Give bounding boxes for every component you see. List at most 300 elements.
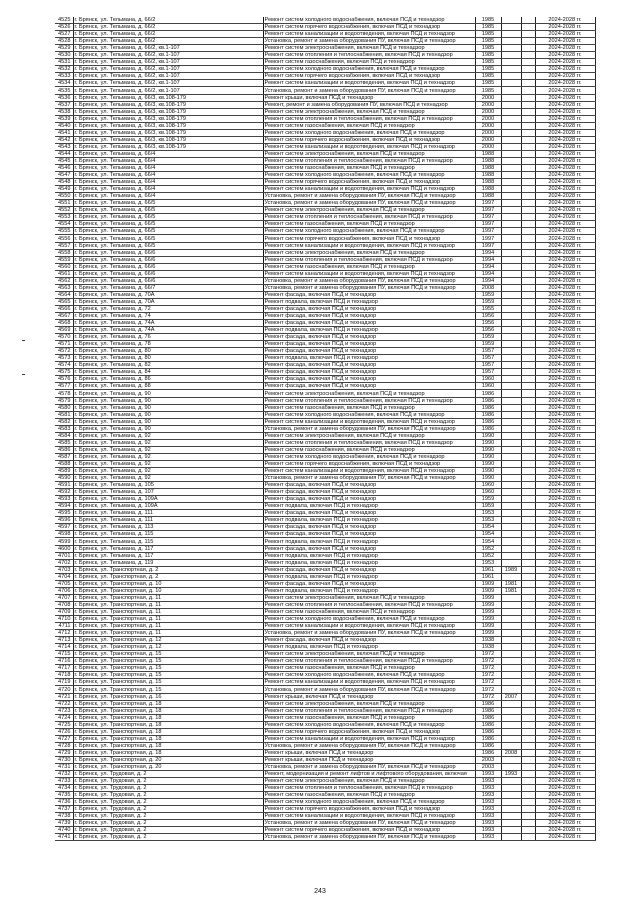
row-blank-cell [521,623,535,630]
row-period: 2024-2028 гг. [535,559,595,566]
row-last-repair-year [501,404,521,411]
row-last-repair-year [501,439,521,446]
row-period: 2024-2028 гг. [535,552,595,559]
row-number: 4728 [55,742,73,749]
row-period: 2024-2028 гг. [535,827,595,834]
row-number: 4559 [55,256,73,263]
row-blank-cell [521,87,535,94]
row-last-repair-year [501,658,521,665]
row-build-year: 1954 [475,531,501,538]
row-street: ул. Трудовая, д. 2 [100,792,147,799]
row-number: 4592 [55,489,73,496]
row-last-repair-year [501,129,521,136]
row-work-type: Ремонт систем канализации и водоотведения, включая ПСД и технадзор [263,679,475,686]
row-build-year: 2000 [475,122,501,129]
row-period: 2024-2028 гг. [535,721,595,728]
row-period: 2024-2028 гг. [535,256,595,263]
row-build-year: 1960 [475,489,501,496]
row-address [73,432,263,439]
row-address [73,785,263,792]
row-build-year: 1986 [475,390,501,397]
row-address [73,101,263,108]
row-work-type: Ремонт систем холодного водоснабжения, включая ПСД и технадзор [263,172,475,179]
row-last-repair-year [501,348,521,355]
row-period: 2024-2028 гг. [535,517,595,524]
row-build-year: 1988 [475,179,501,186]
row-street: ул. Тельмана, д. 80 [100,348,151,355]
row-build-year: 1952 [475,552,501,559]
row-address [73,827,263,834]
row-address [73,587,263,594]
row-build-year: 1957 [475,355,501,362]
row-street: ул. Тельмана, д. 66/2, кв.1-107 [100,45,180,52]
row-work-type: Ремонт фасада, включая ПСД и технадзор [263,383,475,390]
row-blank-cell [521,136,535,143]
row-number: 4552 [55,207,73,214]
row-work-type: Установка, ремонт и замена оборудования ПУ, включая ПСД и технадзор [263,475,475,482]
row-build-year: 1985 [475,31,501,38]
row-period: 2024-2028 гг. [535,291,595,298]
row-last-repair-year [501,651,521,658]
row-blank-cell [521,820,535,827]
row-last-repair-year [501,305,521,312]
row-city: г. Брянск, [74,327,99,334]
row-period: 2024-2028 гг. [535,249,595,256]
row-number: 4590 [55,475,73,482]
row-street: ул. Транспортная, д. 11 [100,623,162,630]
row-address [73,94,263,101]
row-period: 2024-2028 гг. [535,200,595,207]
row-build-year: 1990 [475,453,501,460]
row-city: г. Брянск, [74,587,99,594]
row-street: ул. Тельмана, д. 115 [100,531,154,538]
row-build-year: 1960 [475,383,501,390]
row-address [73,735,263,742]
row-address [73,418,263,425]
row-address [73,334,263,341]
row-address [73,468,263,475]
row-city: г. Брянск, [74,524,99,531]
row-build-year: 1986 [475,742,501,749]
table-row [55,700,595,707]
row-blank-cell [521,334,535,341]
row-street: ул. Тельмана, д. 66/3, кв.108-179 [100,115,186,122]
row-blank-cell [521,707,535,714]
table-row [55,742,595,749]
row-period: 2024-2028 гг. [535,580,595,587]
table-row [55,200,595,207]
row-city: г. Брянск, [74,115,99,122]
row-period: 2024-2028 гг. [535,320,595,327]
row-number: 4721 [55,693,73,700]
row-city: г. Брянск, [74,143,99,150]
row-period: 2024-2028 гг. [535,813,595,820]
row-blank-cell [521,249,535,256]
row-city: г. Брянск, [74,369,99,376]
row-city: г. Брянск, [74,799,99,806]
table-row [55,630,595,637]
row-blank-cell [521,157,535,164]
row-build-year: 1909 [475,580,501,587]
row-city: г. Брянск, [74,242,99,249]
row-build-year: 1997 [475,200,501,207]
row-work-type: Ремонт фасада, включая ПСД и технадзор [263,341,475,348]
row-last-repair-year [501,785,521,792]
row-blank-cell [521,517,535,524]
row-street: ул. Тельмана, д. 66/3, кв.108-179 [100,136,186,143]
row-period: 2024-2028 гг. [535,59,595,66]
table-row [55,376,595,383]
row-last-repair-year [501,263,521,270]
row-work-type: Ремонт систем электроснабжения, включая ПСД и технадзор [263,778,475,785]
row-street: ул. Тельмана, д. 74А [100,327,155,334]
table-row [55,242,595,249]
row-address [73,425,263,432]
row-blank-cell [521,45,535,52]
row-period: 2024-2028 гг. [535,594,595,601]
row-last-repair-year [501,496,521,503]
row-city: г. Брянск, [74,235,99,242]
row-number: 4729 [55,749,73,756]
table-row [55,573,595,580]
row-street: ул. Тельмана, д. 111 [100,517,153,524]
row-work-type: Ремонт фасада, включая ПСД и технадзор [263,510,475,517]
row-period: 2024-2028 гг. [535,785,595,792]
row-work-type: Установка, ремонт и замена оборудования ПУ, включая ПСД и технадзор [263,425,475,432]
row-last-repair-year [501,376,521,383]
row-street: ул. Тельмана, д. 109А [100,503,158,510]
row-build-year: 1986 [475,721,501,728]
row-city: г. Брянск, [74,31,99,38]
row-period: 2024-2028 гг. [535,136,595,143]
row-blank-cell [521,827,535,834]
row-number: 4526 [55,24,73,31]
table-row [55,749,595,756]
row-address [73,305,263,312]
row-city: г. Брянск, [74,834,99,841]
row-last-repair-year [501,460,521,467]
row-blank-cell [521,164,535,171]
row-last-repair-year [501,327,521,334]
row-address [73,348,263,355]
row-build-year: 1959 [475,341,501,348]
row-number: 4740 [55,827,73,834]
row-period: 2024-2028 гг. [535,235,595,242]
row-last-repair-year [501,143,521,150]
row-last-repair-year [501,707,521,714]
row-city: г. Брянск, [74,101,99,108]
row-street: ул. Транспортная, д. 10 [100,587,162,594]
row-last-repair-year [501,256,521,263]
row-number: 4578 [55,390,73,397]
row-build-year: 1999 [475,630,501,637]
row-address [73,312,263,319]
row-street: ул. Транспортная, д. 2 [100,566,159,573]
row-period: 2024-2028 гг. [535,749,595,756]
row-build-year: 1988 [475,164,501,171]
row-last-repair-year [501,73,521,80]
row-last-repair-year [501,193,521,200]
row-build-year: 2000 [475,108,501,115]
row-build-year: 2003 [475,756,501,763]
row-address [73,524,263,531]
row-work-type: Ремонт фасада, включая ПСД и технадзор [263,348,475,355]
row-number: 4702 [55,559,73,566]
row-number: 4534 [55,80,73,87]
row-street: ул. Тельмана, д. 66/5 [100,200,156,207]
row-work-type: Ремонт фасада, включая ПСД и технадзор [263,482,475,489]
row-number: 4537 [55,101,73,108]
row-address [73,538,263,545]
table-row [55,249,595,256]
row-city: г. Брянск, [74,630,99,637]
row-city: г. Брянск, [74,186,99,193]
row-address [73,341,263,348]
row-city: г. Брянск, [74,284,99,291]
row-work-type: Ремонт крыши, включая ПСД и технадзор [263,94,475,101]
row-city: г. Брянск, [74,475,99,482]
row-work-type: Ремонт фасада, включая ПСД и технадзор [263,545,475,552]
row-blank-cell [521,749,535,756]
row-city: г. Брянск, [74,827,99,834]
row-build-year: 1986 [475,735,501,742]
row-last-repair-year [501,728,521,735]
row-build-year: 1972 [475,658,501,665]
row-last-repair-year [501,489,521,496]
row-address [73,270,263,277]
row-address [73,792,263,799]
row-number: 4582 [55,418,73,425]
row-work-type: Ремонт, модернизация и ремонт лифтов и лифтового оборудования, включая [263,771,475,778]
row-blank-cell [521,52,535,59]
row-number: 4723 [55,707,73,714]
row-blank-cell [521,700,535,707]
row-street: ул. Тельмана, д. 66/6 [100,270,156,277]
row-last-repair-year [501,355,521,362]
row-build-year: 1993 [475,834,501,841]
row-blank-cell [521,763,535,770]
row-last-repair-year [501,136,521,143]
row-work-type: Ремонт фасада, включая ПСД и технадзор [263,524,475,531]
row-city: г. Брянск, [74,806,99,813]
row-number: 4557 [55,242,73,249]
row-blank-cell [521,545,535,552]
row-street: ул. Транспортная, д. 12 [100,644,162,651]
row-city: г. Брянск, [74,545,99,552]
row-blank-cell [521,66,535,73]
row-city: г. Брянск, [74,228,99,235]
row-street: ул. Транспортная, д. 15 [100,679,162,686]
row-period: 2024-2028 гг. [535,545,595,552]
row-street: ул. Транспортная, д. 18 [100,700,162,707]
row-number: 4576 [55,376,73,383]
row-work-type: Установка, ремонт и замена оборудования ПУ, включая ПСД и технадзор [263,763,475,770]
row-build-year: 1988 [475,186,501,193]
row-number: 4596 [55,517,73,524]
row-period: 2024-2028 гг. [535,587,595,594]
row-address [73,545,263,552]
row-street: ул. Тельмана, д. 78 [100,341,151,348]
row-last-repair-year [501,24,521,31]
row-build-year: 1994 [475,270,501,277]
table-row [55,679,595,686]
row-last-repair-year [501,820,521,827]
table-row [55,320,595,327]
row-work-type: Ремонт систем отопления и теплоснабжения, включая ПСД и технадзор [263,707,475,714]
row-city: г. Брянск, [74,778,99,785]
row-number: 4540 [55,122,73,129]
row-street: ул. Тельмана, д. 92 [100,461,151,467]
row-last-repair-year [501,38,521,45]
table-row [55,608,595,615]
row-last-repair-year [501,411,521,418]
table-row [55,305,595,312]
row-number: 4703 [55,566,73,573]
row-period: 2024-2028 гг. [535,186,595,193]
row-work-type: Ремонт систем холодного водоснабжения, включая ПСД и технадзор [263,453,475,460]
row-last-repair-year [501,383,521,390]
row-blank-cell [521,129,535,136]
table-row [55,312,595,319]
row-blank-cell [521,559,535,566]
row-build-year: 1986 [475,404,501,411]
table-row [55,686,595,693]
row-last-repair-year [501,397,521,404]
row-city: г. Брянск, [74,425,99,432]
row-address [73,164,263,171]
row-blank-cell [521,348,535,355]
row-period: 2024-2028 гг. [535,707,595,714]
row-street: ул. Тельмана, д. 66/6 [100,277,156,284]
row-street: ул. Тельмана, д. 66/5 [100,214,156,221]
row-work-type: Ремонт систем газоснабжения, включая ПСД и технадзор [263,665,475,672]
row-address [73,66,263,73]
row-street: ул. Тельмана, д. 66/6 [100,249,156,256]
row-address [73,235,263,242]
row-work-type: Ремонт систем электроснабжения, включая ПСД и технадзор [263,594,475,601]
row-address [73,771,263,778]
row-address [73,496,263,503]
row-number: 4548 [55,179,73,186]
row-last-repair-year [501,672,521,679]
row-work-type: Установка, ремонт и замена оборудования ПУ, включая ПСД и технадзор [263,38,475,45]
row-blank-cell [521,594,535,601]
table-row [55,735,595,742]
row-city: г. Брянск, [74,665,99,672]
row-work-type: Установка, ремонт и замена оборудования ПУ, включая ПСД и технадзор [263,284,475,291]
row-address [73,460,263,467]
table-row [55,517,595,524]
row-work-type: Ремонт крыши, включая ПСД и технадзор [263,693,475,700]
table-row [55,263,595,270]
row-address [73,651,263,658]
row-build-year: 1953 [475,517,501,524]
table-row [55,651,595,658]
table-row [55,468,595,475]
row-number: 4712 [55,630,73,637]
row-number: 4705 [55,580,73,587]
row-work-type: Ремонт систем отопления и теплоснабжения, включая ПСД и технадзор [263,157,475,164]
row-build-year: 1997 [475,235,501,242]
row-build-year: 2000 [475,143,501,150]
row-blank-cell [521,630,535,637]
row-number: 4581 [55,411,73,418]
row-number: 4564 [55,291,73,298]
row-street: ул. Транспортная, д. 15 [100,651,162,658]
table-row [55,73,595,80]
table-row [55,172,595,179]
row-period: 2024-2028 гг. [535,418,595,425]
table-row [55,460,595,467]
row-number: 4726 [55,728,73,735]
row-last-repair-year [501,630,521,637]
row-blank-cell [521,284,535,291]
table-row [55,524,595,531]
row-build-year: 1972 [475,672,501,679]
table-row [55,728,595,735]
table-row [55,538,595,545]
row-address [73,552,263,559]
row-address [73,327,263,334]
row-work-type: Ремонт систем отопления и теплоснабжения, включая ПСД и технадзор [263,214,475,221]
row-street: ул. Трудовая, д. 2 [100,820,147,827]
row-period: 2024-2028 гг. [535,771,595,778]
row-street: ул. Тельмана, д. 66/7 [100,284,156,291]
row-build-year: 1960 [475,376,501,383]
row-work-type: Ремонт фасада, включая ПСД и технадзор [263,312,475,319]
table-row [55,418,595,425]
table-row [55,453,595,460]
row-period: 2024-2028 гг. [535,496,595,503]
row-blank-cell [521,425,535,432]
row-street: ул. Тельмана, д. 66/2, кв.1-107 [100,52,180,59]
table-row [55,383,595,390]
table-row [55,108,595,115]
row-city: г. Брянск, [74,193,99,200]
row-number: 4708 [55,601,73,608]
row-period: 2024-2028 гг. [535,799,595,806]
row-number: 4704 [55,573,73,580]
row-work-type: Ремонт систем электроснабжения, включая ПСД и технадзор [263,108,475,115]
row-last-repair-year [501,792,521,799]
row-city: г. Брянск, [74,594,99,601]
row-work-type: Ремонт систем газоснабжения, включая ПСД и технадзор [263,221,475,228]
row-period: 2024-2028 гг. [535,475,595,482]
margin-mark [22,340,25,341]
row-period: 2024-2028 гг. [535,376,595,383]
table-row [55,693,595,700]
table-row [55,425,595,432]
row-build-year: 2000 [475,129,501,136]
row-build-year: 1985 [475,24,501,31]
row-city: г. Брянск, [74,277,99,284]
row-build-year: 1985 [475,80,501,87]
row-work-type: Ремонт систем отопления и теплоснабжения, включая ПСД и технадзор [263,397,475,404]
row-street: ул. Тельмана, д. 117 [100,545,154,552]
row-blank-cell [521,242,535,249]
row-street: ул. Тельмана, д. 90 [100,411,151,418]
row-period: 2024-2028 гг. [535,665,595,672]
row-address [73,742,263,749]
row-build-year: 2000 [475,94,501,101]
row-street: ул. Транспортная, д. 20 [100,756,162,763]
table-row [55,369,595,376]
row-number: 4543 [55,143,73,150]
row-work-type: Ремонт систем горячего водоснабжения, включая ПСД и технадзор [263,136,475,143]
row-city: г. Брянск, [74,616,99,623]
row-period: 2024-2028 гг. [535,446,595,453]
row-city: г. Брянск, [74,52,99,59]
